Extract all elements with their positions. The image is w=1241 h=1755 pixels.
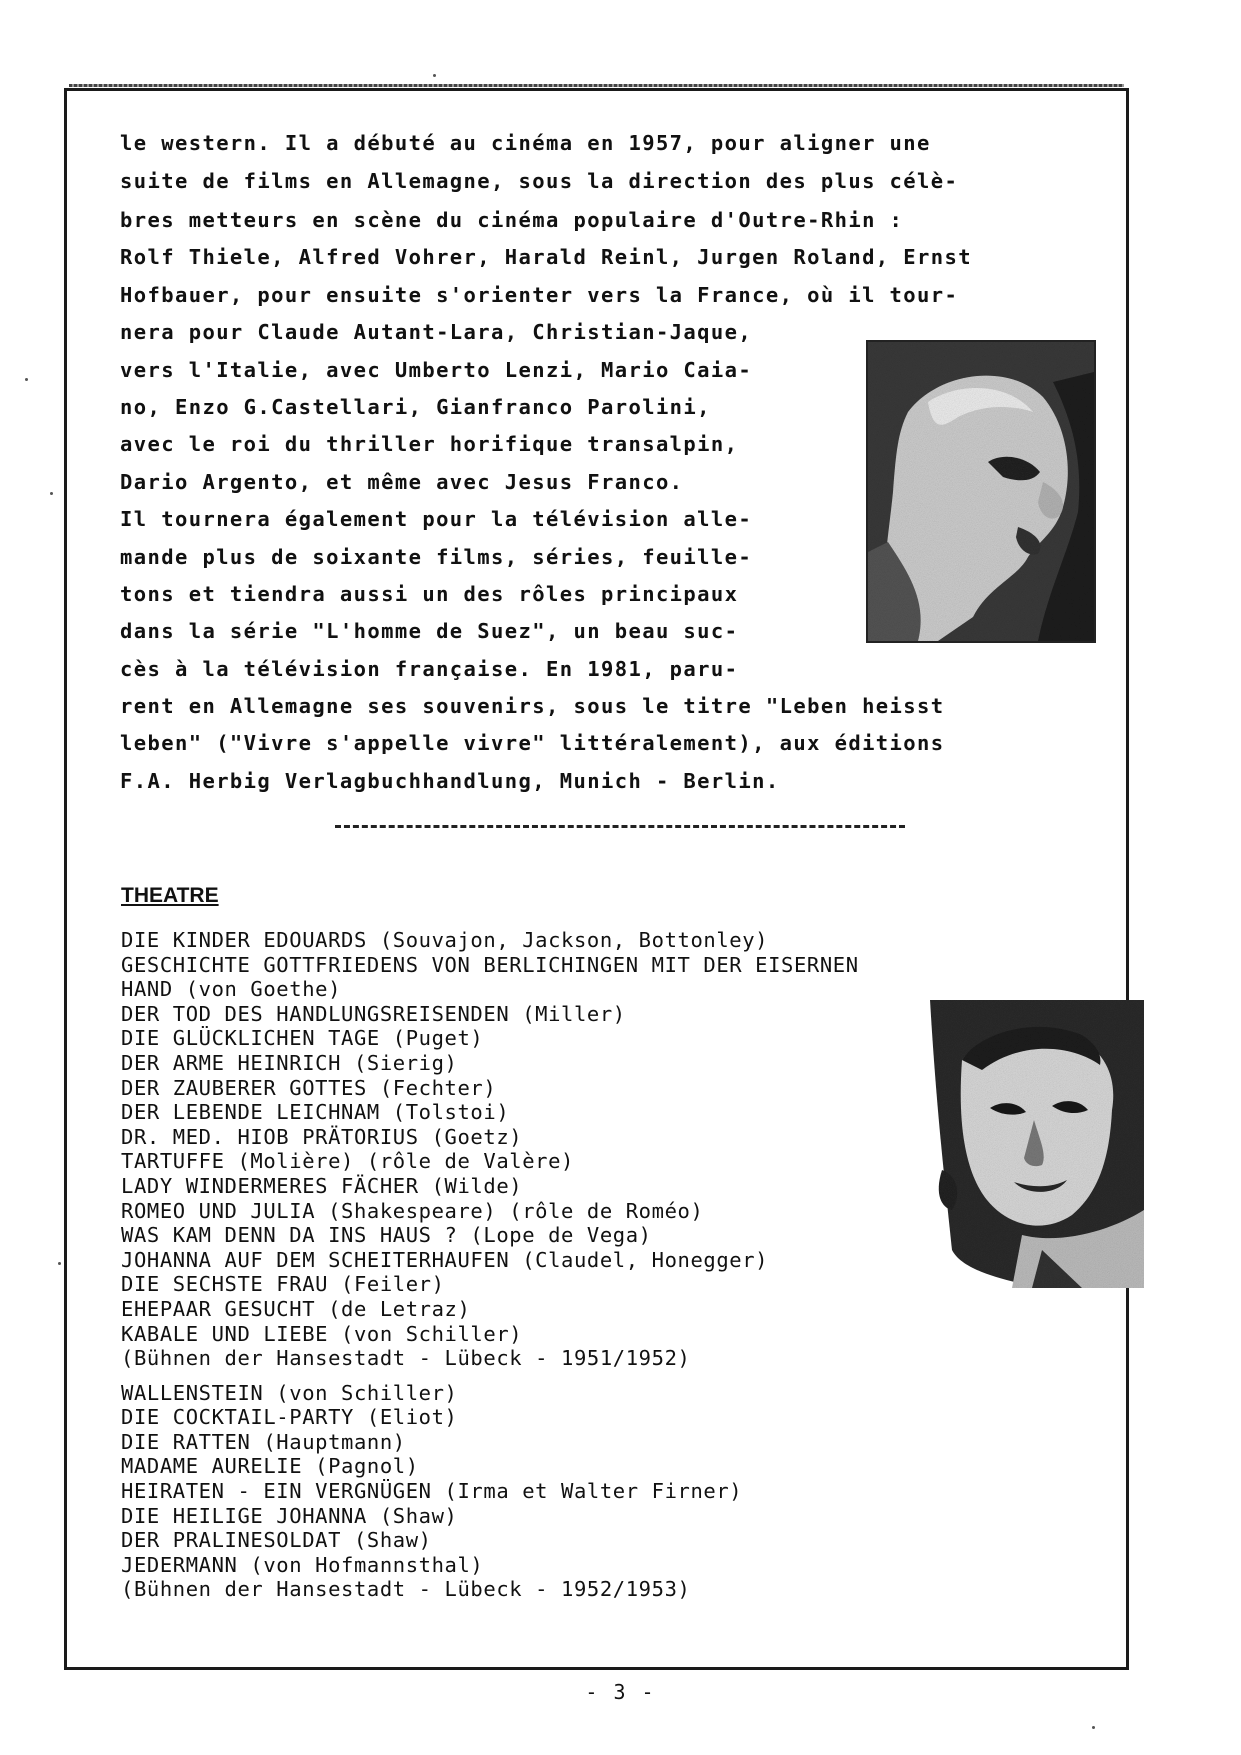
bio-line: vers l'Italie, avec Umberto Lenzi, Mario Caia- — [120, 358, 753, 382]
portrait-photo-profile — [866, 340, 1096, 643]
list-item: DIE HEILIGE JOHANNA (Shaw) — [121, 1503, 458, 1528]
list-item: MADAME AURELIE (Pagnol) — [121, 1454, 419, 1479]
list-item: DER ZAUBERER GOTTES (Fechter) — [121, 1075, 497, 1100]
list-item: HAND (von Goethe) — [121, 977, 342, 1002]
list-item: DER LEBENDE LEICHNAM (Tolstoi) — [121, 1100, 510, 1125]
bio-line: no, Enzo G.Castellari, Gianfranco Parolini, — [120, 395, 711, 419]
bio-line: suite de films en Allemagne, sous la direction des plus célè- — [120, 169, 959, 193]
list-item: KABALE UND LIEBE (von Schiller) — [121, 1321, 523, 1346]
list-item: DER PRALINESOLDAT (Shaw) — [121, 1528, 432, 1553]
list-item: ROMEO UND JULIA (Shakespeare) (rôle de Roméo) — [121, 1198, 704, 1223]
list-item: TARTUFFE (Molière) (rôle de Valère) — [121, 1149, 574, 1174]
bio-line: dans la série "L'homme de Suez", un beau suc- — [120, 619, 739, 643]
bio-line: cès à la télévision française. En 1981, paru- — [120, 657, 739, 681]
bio-line: bres metteurs en scène du cinéma populaire d'Outre-Rhin : — [120, 208, 904, 232]
list-item: JEDERMANN (von Hofmannsthal) — [121, 1552, 484, 1577]
list-item: DER TOD DES HANDLUNGSREISENDEN (Miller) — [121, 1001, 626, 1026]
list-item: WALLENSTEIN (von Schiller) — [121, 1380, 458, 1405]
section-separator — [335, 825, 905, 828]
page-number: - 3 - — [585, 1680, 656, 1704]
list-item: LADY WINDERMERES FÄCHER (Wilde) — [121, 1173, 523, 1198]
bio-line: Dario Argento, et même avec Jesus Franco. — [120, 470, 684, 494]
list-item: GESCHICHTE GOTTFRIEDENS VON BERLICHINGEN MIT DER EISERNEN — [121, 952, 859, 977]
bio-line: rent en Allemagne ses souvenirs, sous le titre "Leben heisst — [120, 694, 945, 718]
photo-icon — [868, 342, 1094, 641]
bio-line: avec le roi du thriller horifique transalpin, — [120, 432, 739, 456]
list-item: (Bühnen der Hansestadt - Lübeck - 1951/1952) — [121, 1346, 691, 1371]
section-heading-theatre: THEATRE — [121, 884, 219, 907]
bio-line: Rolf Thiele, Alfred Vohrer, Harald Reinl, Jurgen Roland, Ernst — [120, 245, 973, 269]
bio-line: Hofbauer, pour ensuite s'orienter vers la France, où il tour- — [120, 283, 959, 307]
list-item: HEIRATEN - EIN VERGNÜGEN (Irma et Walter Firner) — [121, 1479, 743, 1504]
portrait-photo-young — [922, 1000, 1144, 1288]
scan-speck — [433, 74, 436, 77]
bio-line: leben" ("Vivre s'appelle vivre" littéralement), aux éditions — [120, 731, 945, 755]
photo-icon — [922, 1000, 1144, 1288]
bio-line: mande plus de soixante films, séries, feuille- — [120, 545, 753, 569]
scan-speck — [50, 492, 53, 495]
list-item: DIE COCKTAIL-PARTY (Eliot) — [121, 1405, 458, 1430]
list-item: EHEPAAR GESUCHT (de Letraz) — [121, 1296, 471, 1321]
scan-speck — [58, 1262, 61, 1265]
list-item: JOHANNA AUF DEM SCHEITERHAUFEN (Claudel, Honegger) — [121, 1247, 769, 1272]
list-item: WAS KAM DENN DA INS HAUS ? (Lope de Vega) — [121, 1223, 652, 1248]
theatre-play-list — [121, 928, 859, 1602]
list-item: DIE GLÜCKLICHEN TAGE (Puget) — [121, 1026, 484, 1051]
bio-line: F.A. Herbig Verlagbuchhandlung, Munich - Berlin. — [120, 769, 780, 793]
bio-line: Il tournera également pour la télévision alle- — [120, 507, 753, 531]
bio-line: tons et tiendra aussi un des rôles principaux — [120, 582, 739, 606]
bio-line: le western. Il a débuté au cinéma en 1957, pour aligner une — [120, 131, 931, 155]
scan-speck — [25, 378, 28, 381]
list-item: DIE SECHSTE FRAU (Feiler) — [121, 1272, 445, 1297]
scan-speck — [1092, 1726, 1095, 1729]
list-item: DIE RATTEN (Hauptmann) — [121, 1429, 406, 1454]
list-item: (Bühnen der Hansestadt - Lübeck - 1952/1953) — [121, 1577, 691, 1602]
list-item: DIE KINDER EDOUARDS (Souvajon, Jackson, Bottonley) — [121, 928, 769, 952]
bio-line: nera pour Claude Autant-Lara, Christian-Jaque, — [120, 320, 753, 344]
list-item: DR. MED. HIOB PRÄTORIUS (Goetz) — [121, 1124, 523, 1149]
list-item: DER ARME HEINRICH (Sierig) — [121, 1050, 458, 1075]
